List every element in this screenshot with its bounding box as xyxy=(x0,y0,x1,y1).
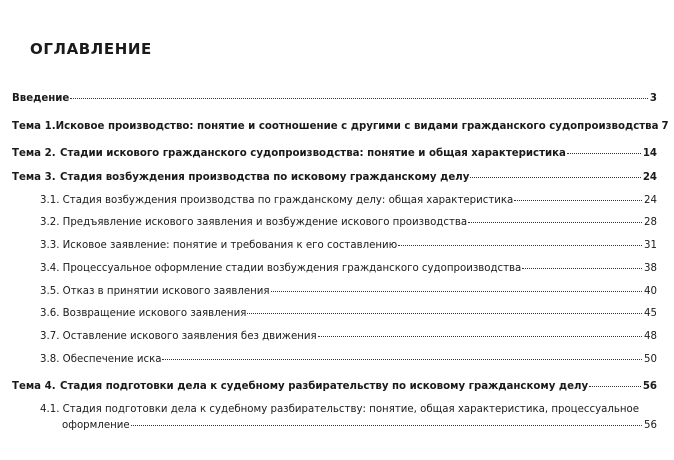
toc-entry-title: 3.7. Оставление искового заявления без движения xyxy=(40,331,317,342)
toc-entry-topic-4[interactable] xyxy=(12,380,657,393)
toc-entry-section-3-2[interactable] xyxy=(40,216,657,229)
toc-entry-section-3-6[interactable] xyxy=(40,307,657,320)
toc-entry-title: Исковое производство: понятие и соотношение с другими с видами гражданского судопроизводства xyxy=(55,121,659,132)
toc-entry-title-continued: оформление xyxy=(62,420,130,431)
leader-dots xyxy=(470,177,640,178)
toc-entry-title: 3.5. Отказ в принятии искового заявления xyxy=(40,286,270,297)
leader-dots xyxy=(398,245,642,246)
toc-entry-topic-2[interactable] xyxy=(12,147,657,160)
toc-entry-title: 3.2. Предъявление искового заявления и возбуждение искового производства xyxy=(40,217,468,228)
toc-entry-page: 45 xyxy=(644,308,657,319)
toc-entry-section-4-1[interactable] xyxy=(40,402,657,434)
toc-entry-section-3-4[interactable] xyxy=(40,262,657,275)
leader-dots xyxy=(514,200,642,201)
toc-entry-topic-1[interactable] xyxy=(12,120,669,133)
toc-entry-page: 48 xyxy=(644,331,657,342)
toc-entry-title: 4.1. Стадия подготовки дела к судебному разбирательству: понятие, общая характеристика, процессуальное xyxy=(40,404,640,415)
toc-entry-page: 56 xyxy=(642,381,657,392)
toc-entry-section-3-1[interactable] xyxy=(40,194,657,207)
toc-entry-title: Стадии искового гражданского судопроизводства: понятие и общая характеристика xyxy=(60,148,566,159)
toc-entry-page: 31 xyxy=(644,240,657,251)
leader-dots xyxy=(271,291,643,292)
toc-entry-page: 28 xyxy=(644,217,657,228)
toc-entry-section-3-3[interactable] xyxy=(40,239,657,252)
toc-entry-page: 24 xyxy=(642,172,657,183)
toc-entry-title: 3.4. Процессуальное оформление стадии возбуждения гражданского судопроизводства xyxy=(40,263,522,274)
leader-dots xyxy=(318,336,642,337)
leader-dots xyxy=(567,153,641,154)
toc-entry-page: 3 xyxy=(649,93,657,104)
leader-dots xyxy=(131,425,642,426)
toc-entry-number: Тема 4. xyxy=(12,381,56,392)
leader-dots xyxy=(247,313,642,314)
toc-entry-page: 56 xyxy=(644,420,657,431)
leader-dots xyxy=(589,386,641,387)
toc-entry-page: 7 xyxy=(661,121,669,132)
toc-entry-section-3-8[interactable] xyxy=(40,353,657,366)
toc-entry-title: 3.3. Исковое заявление: понятие и требования к его составлению xyxy=(40,240,398,251)
leader-dots xyxy=(70,98,648,99)
toc-entry-title: 3.6. Возвращение искового заявления xyxy=(40,308,247,319)
toc-entry-page: 24 xyxy=(644,195,657,206)
toc-entry-title: 3.8. Обеспечение иска xyxy=(40,354,162,365)
toc-entry-title: 3.1. Стадия возбуждения производства по гражданскому делу: общая характеристика xyxy=(40,195,514,206)
toc-entry-page: 50 xyxy=(644,354,657,365)
leader-dots xyxy=(162,359,642,360)
toc-entry-page: 38 xyxy=(644,263,657,274)
leader-dots xyxy=(522,268,642,269)
toc-entry-section-3-5[interactable] xyxy=(40,285,657,298)
toc-entry-page: 14 xyxy=(642,148,657,159)
toc-entry-topic-3[interactable] xyxy=(12,171,657,184)
toc-entry-title: Стадия подготовки дела к судебному разбирательству по исковому гражданскому делу xyxy=(60,381,589,392)
toc-entry-number: Тема 2. xyxy=(12,148,56,159)
toc-entry-number: Тема 1. xyxy=(12,121,56,132)
toc-entry-title: Стадия возбуждения производства по исковому гражданскому делу xyxy=(60,172,470,183)
toc-entry-page: 40 xyxy=(644,286,657,297)
toc-entry-number: Тема 3. xyxy=(12,172,56,183)
leader-dots xyxy=(468,222,642,223)
toc-entry-intro[interactable] xyxy=(12,92,657,105)
toc-entry-section-3-7[interactable] xyxy=(40,330,657,343)
toc-entry-title: Введение xyxy=(12,93,70,104)
page-title: ОГЛАВЛЕНИЕ xyxy=(30,40,152,58)
